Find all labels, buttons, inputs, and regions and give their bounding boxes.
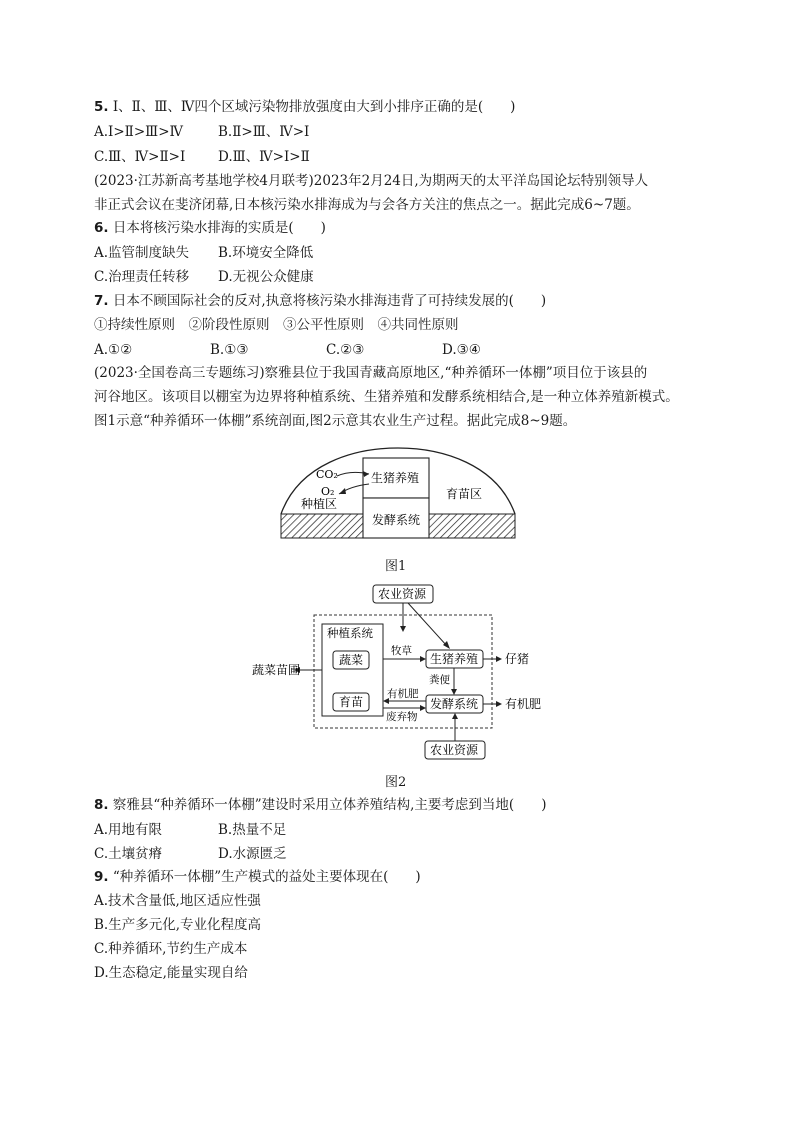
fig2-planting-system-label: 种植系统: [327, 626, 373, 640]
q6-number: 6.: [94, 220, 109, 236]
passage2-line2: 河谷地区。该项目以棚室为边界将种植系统、生猪养殖和发酵系统相结合,是一种立体养殖新模式。: [94, 389, 679, 405]
q6-options-row1: [94, 243, 313, 263]
fig2-organic-fert-out-label: 有机肥: [505, 697, 542, 711]
q6-options-row2: [94, 267, 314, 287]
q5-options-row2: [94, 147, 310, 167]
fig2-resource-bottom-label: 农业资源: [430, 743, 479, 757]
q5-number: 5.: [94, 99, 109, 115]
q7-number: 7.: [94, 293, 109, 309]
q8-options-row2: [94, 844, 287, 864]
q7-option-d[interactable]: D.③④: [442, 342, 481, 358]
q9-stem: “种养循环一体棚”生产模式的益处主要体现在( ): [112, 869, 421, 885]
q7-stem-line: [94, 291, 546, 311]
q6-stem: 日本将核污染水排海的实质是( ): [112, 220, 326, 236]
q8-option-b[interactable]: B.热量不足: [218, 822, 287, 838]
fig2-waste-label: 废弃物: [386, 711, 418, 723]
q9-number: 9.: [94, 869, 109, 885]
q5-option-a[interactable]: A.Ⅰ>Ⅱ>Ⅲ>Ⅳ: [94, 124, 183, 140]
fig1-planting-label: 种植区: [301, 497, 338, 511]
figure2-process-diagram: [250, 582, 550, 764]
q6-option-a[interactable]: A.监管制度缺失: [94, 245, 190, 261]
q7-stem: 日本不顾国际社会的反对,执意将核污染水排海违背了可持续发展的( ): [112, 293, 547, 309]
q7-options: [94, 340, 481, 360]
fig1-co2-label: CO₂: [316, 468, 338, 481]
q8-option-a[interactable]: A.用地有限: [94, 822, 163, 838]
q5-stem: Ⅰ、Ⅱ、Ⅲ、Ⅳ四个区域污染物排放强度由大到小排序正确的是( ): [112, 99, 516, 115]
q6-option-d[interactable]: D.无视公众健康: [218, 269, 314, 285]
fig1-o2-label: O₂: [321, 485, 335, 498]
fig2-pig-label: 生猪养殖: [430, 652, 479, 666]
q7-option-b[interactable]: B.①③: [210, 342, 249, 358]
q9-stem-line: [94, 867, 421, 887]
q9-option-d[interactable]: D.生态稳定,能量实现自给: [94, 965, 248, 981]
q5-option-d[interactable]: D.Ⅲ、Ⅳ>Ⅰ>Ⅱ: [218, 149, 310, 165]
q8-option-c[interactable]: C.土壤贫瘠: [94, 846, 163, 862]
fig2-resource-top-label: 农业资源: [378, 587, 427, 601]
q5-option-b[interactable]: B.Ⅱ>Ⅲ、Ⅳ>Ⅰ: [218, 124, 310, 140]
fig2-organic-fert-in-label: 有机肥: [387, 688, 419, 700]
passage1-line2: 非正式会议在斐济闭幕,日本核污染水排海成为与会各方关注的焦点之一。据此完成6~7题。: [94, 197, 640, 213]
fig1-ferment-label: 发酵系统: [372, 513, 421, 527]
q5-stem-line: [94, 97, 515, 117]
q5-options-row1: [94, 122, 309, 142]
fig2-forage-label: 牧草: [391, 645, 412, 657]
fig2-manure-label: 粪便: [429, 674, 450, 686]
passage2-line3: 图1示意“种养循环一体棚”系统剖面,图2示意其农业生产过程。据此完成8~9题。: [94, 413, 577, 429]
q6-option-b[interactable]: B.环境安全降低: [218, 245, 314, 261]
passage1-line1: (2023·江苏新高考基地学校4月联考)2023年2月24日,为期两天的太平洋岛国论坛特别领导人: [94, 173, 649, 189]
fig2-nursery-label: 蔬菜苗圃: [252, 663, 301, 677]
figure1-caption: 图1: [385, 559, 407, 574]
figure2-caption: 图2: [385, 775, 407, 790]
q8-stem: 察雅县“种养循环一体棚”建设时采用立体养殖结构,主要考虑到当地( ): [112, 797, 547, 813]
q5-option-c[interactable]: C.Ⅲ、Ⅳ>Ⅱ>Ⅰ: [94, 149, 186, 165]
q9-option-c[interactable]: C.种养循环,节约生产成本: [94, 941, 248, 957]
q9-option-a[interactable]: A.技术含量低,地区适应性强: [94, 893, 261, 909]
fig2-ferment-label: 发酵系统: [430, 697, 479, 711]
q6-option-c[interactable]: C.治理责任转移: [94, 269, 190, 285]
q7-option-c[interactable]: C.②③: [326, 342, 365, 358]
passage2-line1: (2023·全国卷高三专题练习)察雅县位于我国青藏高原地区,“种养循环一体棚”项目位于该县的: [94, 365, 648, 381]
fig1-pig-label: 生猪养殖: [371, 471, 420, 485]
q6-stem-line: [94, 218, 326, 238]
q7-option-a[interactable]: A.①②: [94, 342, 133, 358]
soil-left: [281, 514, 363, 538]
q8-option-d[interactable]: D.水源匮乏: [218, 846, 287, 862]
q8-options-row1: [94, 820, 286, 840]
q8-number: 8.: [94, 797, 109, 813]
q8-stem-line: [94, 795, 546, 815]
figure1-greenhouse-diagram: [279, 444, 517, 544]
q9-option-b[interactable]: B.生产多元化,专业化程度高: [94, 917, 262, 933]
fig2-piglet-label: 仔猪: [505, 652, 530, 666]
fig2-seedling-label: 育苗: [339, 695, 364, 709]
fig1-seedling-label: 育苗区: [446, 487, 483, 501]
q7-principles: ①持续性原则 ②阶段性原则 ③公平性原则 ④共同性原则: [94, 317, 459, 333]
soil-right: [429, 514, 515, 538]
fig2-vegetable-label: 蔬菜: [339, 653, 364, 667]
